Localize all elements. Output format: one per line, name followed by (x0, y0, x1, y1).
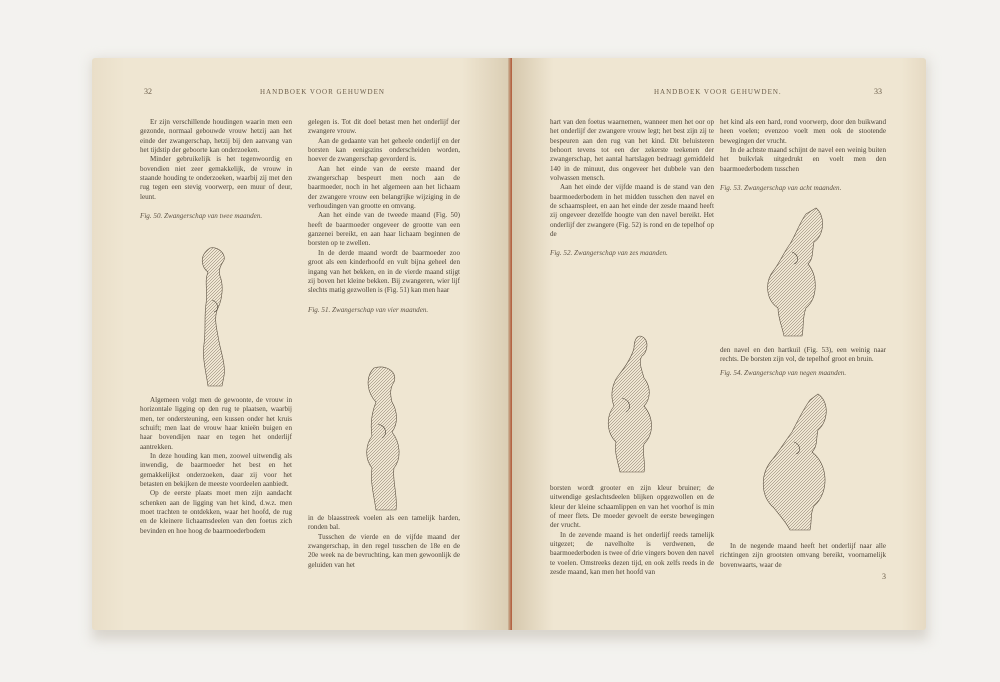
figure-50-illustration (188, 246, 248, 390)
paragraph: In deze houding kan men, zoowel uitwendig als inwendig, de baarmoeder het best en het gemakkelijkst onderzoeken, daar zij voor het betasten en bekijken de meeste voordeelen aanbiedt. (140, 452, 292, 489)
paragraph: Tusschen de vierde en de vijfde maand der zwangerschap, in den regel tusschen de 18e en de 20e week na de bevruchting, kan men gewoonlijk de geluiden van het (308, 532, 460, 569)
figure-caption: Fig. 51. Zwangerschap van vier maanden. (308, 305, 429, 314)
figure-caption: Fig. 53. Zwangerschap van acht maanden. (720, 184, 842, 193)
left-page (92, 58, 512, 630)
figure-52-illustration (596, 334, 670, 474)
left-column-2-top (308, 118, 460, 323)
paragraph: Aan de gedaante van het geheele onderlijf en der borsten kan eenigszins onderscheiden worden, hoever de zwangerschap gevorderd is. (308, 136, 460, 164)
paragraph: Algemeen volgt men de gewoonte, de vrouw in horizontale ligging op den rug te plaatsen, waarbij men, ter ondersteuning, een kussen onder het kruis schuift; men laat de vrouw haar knieën buigen en haar bovendijen naar en tegen het onderlijf aantrekken. (140, 396, 292, 451)
right-column-2-top (720, 118, 886, 201)
right-column-2-mid (720, 346, 886, 378)
left-column-1-top (140, 118, 292, 229)
page-number: 32 (144, 87, 152, 96)
paragraph: In de derde maand wordt de baarmoeder zoo groot als een kinderhoofd en vult bijna geheel den ingang van het bekken, en in de vierde maand stijgt zij boven het kleine bekken. Bij zwangeren, wier lijf slechts matig gezwollen is (Fig. 51) kan men haar (308, 248, 460, 295)
paragraph: hart van den foetus waarnemen, wanneer men het oor op het onderlijf der zwangere vrouw legt; het best zijn zij te bespeuren aan den rug van het kind. Dit beluisteren behoort tevens tot een der zekerste teekenen der zwangerschap, het aantal hartslagen bedraagt gemiddeld 140 in de minuut, dus ongeveer het dubbele van den volwassen mensch. (550, 118, 714, 183)
paragraph: Op de eerste plaats moet men zijn aandacht schenken aan de ligging van het kind, d.w.z. men moet trachten te ontdekken, waar het hoofd, de rug en de kleinere lichaamsdeelen van den foetus zich bevinden en hoe hoog de baarmoederbodem (140, 489, 292, 535)
right-column-1-bottom (550, 484, 714, 577)
paragraph: Aan het einde der vijfde maand is de stand van den baarmoederbodem in het midden tusschen den navel en de schaamspleet, en aan het einde der zesde maand heeft zij ongeveer dezelfde hoogte van den navel bereikt. Het onderlijf der zwangere (Fig. 52) is rond en de tepelhof op de (550, 183, 714, 239)
signature-mark: 3 (882, 572, 886, 581)
figure-51-illustration (354, 364, 424, 514)
paragraph: gelegen is. Tot dit doel betast men het onderlijf der zwangere vrouw. (308, 118, 460, 136)
paragraph: het kind als een hard, rond voorwerp, door den buikwand heen voelen; evenzoo voelt men ook de stootende bewegingen der vrucht. (720, 118, 886, 145)
figure-caption: Fig. 54. Zwangerschap van negen maanden. (720, 368, 847, 377)
paragraph: borsten wordt grooter en zijn kleur bruiner; de uitwendige geslachtsdeelen blijken opgezwollen en de kleur der kleine schaamlippen en van het voorhof is min of meer flets. De moeder gevoelt de eerste bewegingen der vrucht. (550, 484, 714, 530)
figure-53-illustration (756, 206, 830, 338)
paragraph: Aan het einde van de eerste maand der zwangerschap bespeurt men noch aan de baarmoeder, noch in het algemeen aan het lichaam der zwangere vrouw een belangrijke wijziging in de verhoudingen van grootte en omvang. (308, 164, 460, 211)
left-column-2-bottom (308, 514, 460, 570)
right-column-1-top (550, 118, 714, 267)
left-column-1-bottom (140, 396, 292, 536)
figure-caption: Fig. 52. Zwangerschap van zes maanden. (550, 249, 668, 258)
running-head: HANDBOEK VOOR GEHUWDEN (260, 88, 385, 96)
paragraph: In de negende maand heeft het onderlijf naar alle richtingen zijn grootsten omvang bereikt, voornamelijk bovenwaarts, waar de (720, 542, 886, 569)
figure-caption: Fig. 50. Zwangerschap van twee maanden. (140, 212, 263, 221)
right-page (512, 58, 926, 630)
paragraph: In de zevende maand is het onderlijf reeds tamelijk uitgezet; de navelholte is verdwenen, de baarmoederboden is twee of drie vingers boven den navel te voelen. Omstreeks dezen tijd, en ook zelfs reeds in de zesde maand, kan men het hoofd van (550, 530, 714, 577)
figure-54-illustration (756, 392, 836, 532)
paragraph: Er zijn verschillende houdingen waarin men een gezonde, normaal gebouwde vrouw hetzij aan het einde der zwangerschap, hetzij bij den aanvang van het tijdstip der geboorte kan onderzoeken. (140, 118, 292, 155)
paragraph: in de blaasstreek voelen als een tamelijk harden, ronden bal. (308, 514, 460, 532)
paragraph: Aan het einde van de tweede maand (Fig. 50) heeft de baarmoeder ongeveer de grootte van een ganzenei bereikt, en aan haar lichaam beginnen de borsten op te zwellen. (308, 211, 460, 248)
paragraph: den navel en den hartkuil (Fig. 53), een weinig naar rechts. De borsten zijn vol, de tepelhof groot en bruin. (720, 346, 886, 364)
right-column-2-bottom (720, 542, 886, 570)
paragraph: Minder gebruikelijk is het tegenwoordig en bovendien niet zeer gemakkelijk, de vrouw in staande houding te onderzoeken, waarbij zij met den rug tegen een stevig voorwerp, een muur of deur, leunt. (140, 155, 292, 201)
page-number: 33 (874, 87, 882, 96)
paragraph: In de achtste maand schijnt de navel een weinig buiten het buikvlak uitgedrukt en voelt men den baarmoederbodem tusschen (720, 146, 886, 173)
running-head: HANDBOEK VOOR GEHUWDEN. (654, 88, 782, 96)
